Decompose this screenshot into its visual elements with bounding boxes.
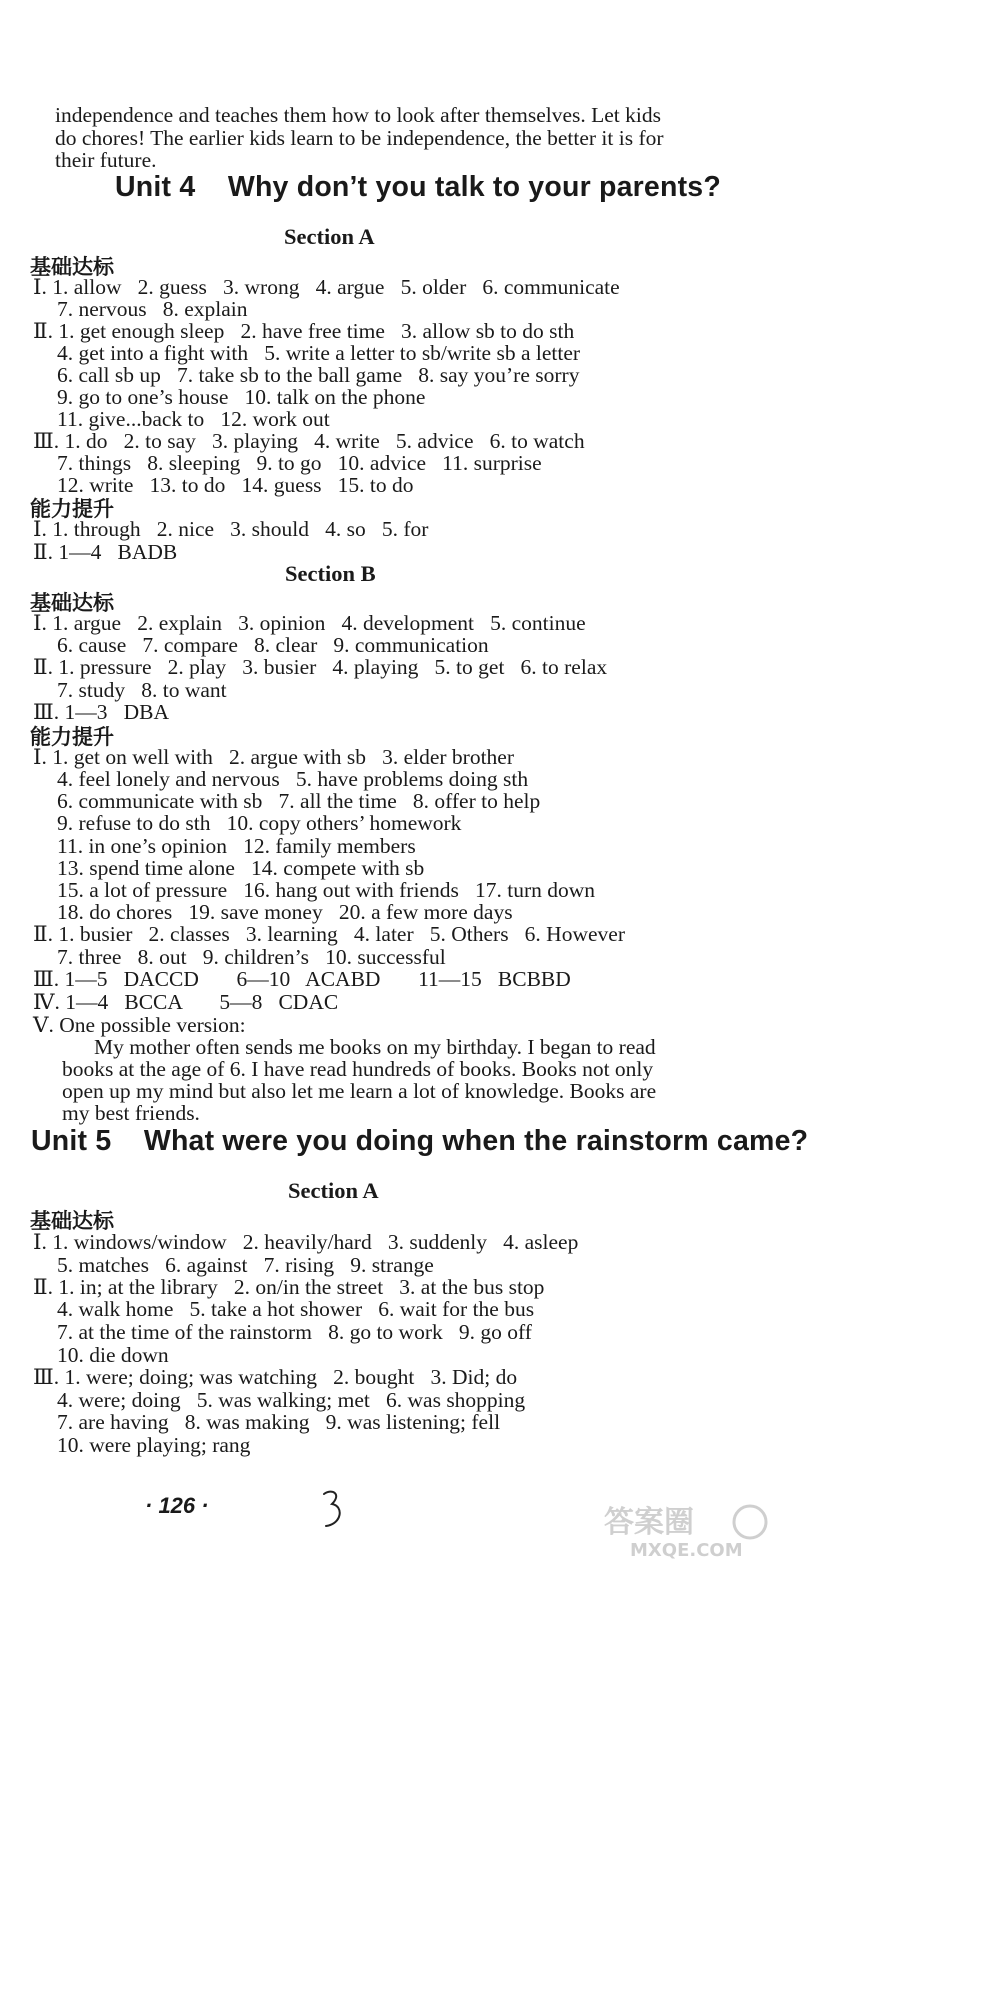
u5a-basic-line-9: 7. are having 8. was making 9. was listening; fell	[57, 1410, 501, 1434]
u4b-basic-line-5: Ⅲ. 1—3 DBA	[33, 700, 170, 724]
unit4-sectionA-improve-label: 能力提升	[30, 497, 114, 521]
unit4-sectionB-basic-label: 基础达标	[30, 591, 114, 615]
u4b-improve-line-11: Ⅲ. 1—5 DACCD 6—10 ACABD 11—15 BCBBD	[33, 967, 571, 991]
watermark-text: 答案圈	[604, 1505, 694, 1540]
unit4-sectionA-heading: Section A	[284, 224, 375, 249]
u4b-improve-line-5: 11. in one’s opinion 12. family members	[57, 834, 416, 858]
u4b-improve-line-9: Ⅱ. 1. busier 2. classes 3. learning 4. later 5. Others 6. However	[33, 922, 625, 946]
unit4-sectionB-improve-label: 能力提升	[30, 725, 114, 749]
u4a-basic-line-2: 7. nervous 8. explain	[57, 297, 248, 321]
u5a-basic-line-8: 4. were; doing 5. was walking; met 6. was shopping	[57, 1388, 526, 1412]
u4a-basic-line-8: Ⅲ. 1. do 2. to say 3. playing 4. write 5. advice 6. to watch	[33, 429, 585, 453]
u4a-basic-line-3: Ⅱ. 1. get enough sleep 2. have free time 3. allow sb to do sth	[33, 319, 575, 343]
u4a-basic-line-6: 9. go to one’s house 10. talk on the phone	[57, 385, 426, 409]
u4b-essay-line-3: open up my mind but also let me learn a lot of knowledge. Books are	[62, 1079, 657, 1103]
u4b-improve-line-12: Ⅳ. 1—4 BCCA 5—8 CDAC	[33, 990, 339, 1014]
u4b-improve-line-10: 7. three 8. out 9. children’s 10. successful	[57, 945, 446, 969]
unit4-sectionA-basic-label: 基础达标	[30, 255, 114, 279]
intro-line-2: do chores! The earlier kids learn to be independence, the better it is for	[55, 126, 664, 150]
page-number: · 126 ·	[145, 1493, 209, 1518]
u4b-improve-line-8: 18. do chores 19. save money 20. a few more days	[57, 900, 513, 924]
u4b-basic-line-1: Ⅰ. 1. argue 2. explain 3. opinion 4. development 5. continue	[33, 611, 586, 635]
unit5-title: Unit 5 What were you doing when the rainstorm came?	[31, 1125, 809, 1157]
unit4-title: Unit 4 Why don’t you talk to your parents?	[115, 171, 721, 203]
u4a-basic-line-1: Ⅰ. 1. allow 2. guess 3. wrong 4. argue 5. older 6. communicate	[33, 275, 620, 299]
u4b-basic-line-2: 6. cause 7. compare 8. clear 9. communication	[57, 633, 489, 657]
u4b-improve-line-13: Ⅴ. One possible version:	[33, 1013, 246, 1037]
u4b-improve-line-4: 9. refuse to do sth 10. copy others’ homework	[57, 811, 462, 835]
u4b-basic-line-4: 7. study 8. to want	[57, 678, 227, 702]
u4a-basic-line-5: 6. call sb up 7. take sb to the ball game 8. say you’re sorry	[57, 363, 580, 387]
u4a-basic-line-7: 11. give...back to 12. work out	[57, 407, 330, 431]
u4b-improve-line-7: 15. a lot of pressure 16. hang out with friends 17. turn down	[57, 878, 596, 902]
handwritten-3-mark	[318, 1488, 346, 1532]
unit4-sectionB-heading: Section B	[285, 561, 376, 586]
unit5-sectionA-basic-label: 基础达标	[30, 1209, 114, 1233]
u5a-basic-line-7: Ⅲ. 1. were; doing; was watching 2. bought 3. Did; do	[33, 1365, 518, 1389]
u4b-essay-line-1: My mother often sends me books on my birthday. I began to read	[94, 1035, 656, 1059]
u4b-essay-line-4: my best friends.	[62, 1101, 200, 1125]
u4a-basic-line-9: 7. things 8. sleeping 9. to go 10. advice 11. surprise	[57, 451, 542, 475]
unit5-sectionA-heading: Section A	[288, 1178, 379, 1203]
intro-line-3: their future.	[55, 148, 157, 172]
u5a-basic-line-2: 5. matches 6. against 7. rising 9. strange	[57, 1253, 434, 1277]
watermark-url: MXQE.COM	[630, 1540, 743, 1560]
u5a-basic-line-3: Ⅱ. 1. in; at the library 2. on/in the street 3. at the bus stop	[33, 1275, 545, 1299]
u5a-basic-line-10: 10. were playing; rang	[57, 1433, 251, 1457]
u4a-improve-line-2: Ⅱ. 1—4 BADB	[33, 540, 178, 564]
u4b-basic-line-3: Ⅱ. 1. pressure 2. play 3. busier 4. playing 5. to get 6. to relax	[33, 655, 608, 679]
u4b-improve-line-3: 6. communicate with sb 7. all the time 8. offer to help	[57, 789, 541, 813]
u4a-basic-line-10: 12. write 13. to do 14. guess 15. to do	[57, 473, 414, 497]
u5a-basic-line-5: 7. at the time of the rainstorm 8. go to work 9. go off	[57, 1320, 532, 1344]
u4b-improve-line-1: Ⅰ. 1. get on well with 2. argue with sb 3. elder brother	[33, 745, 514, 769]
intro-line-1: independence and teaches them how to look after themselves. Let kids	[55, 103, 661, 127]
u4b-improve-line-6: 13. spend time alone 14. compete with sb	[57, 856, 425, 880]
watermark-logo	[600, 1500, 770, 1560]
u4a-basic-line-4: 4. get into a fight with 5. write a letter to sb/write sb a letter	[57, 341, 581, 365]
u5a-basic-line-1: Ⅰ. 1. windows/window 2. heavily/hard 3. suddenly 4. asleep	[33, 1230, 579, 1254]
u4b-essay-line-2: books at the age of 6. I have read hundreds of books. Books not only	[62, 1057, 654, 1081]
u5a-basic-line-6: 10. die down	[57, 1343, 169, 1367]
u4b-improve-line-2: 4. feel lonely and nervous 5. have problems doing sth	[57, 767, 529, 791]
u5a-basic-line-4: 4. walk home 5. take a hot shower 6. wait for the bus	[57, 1297, 535, 1321]
u4a-improve-line-1: Ⅰ. 1. through 2. nice 3. should 4. so 5. for	[33, 517, 429, 541]
